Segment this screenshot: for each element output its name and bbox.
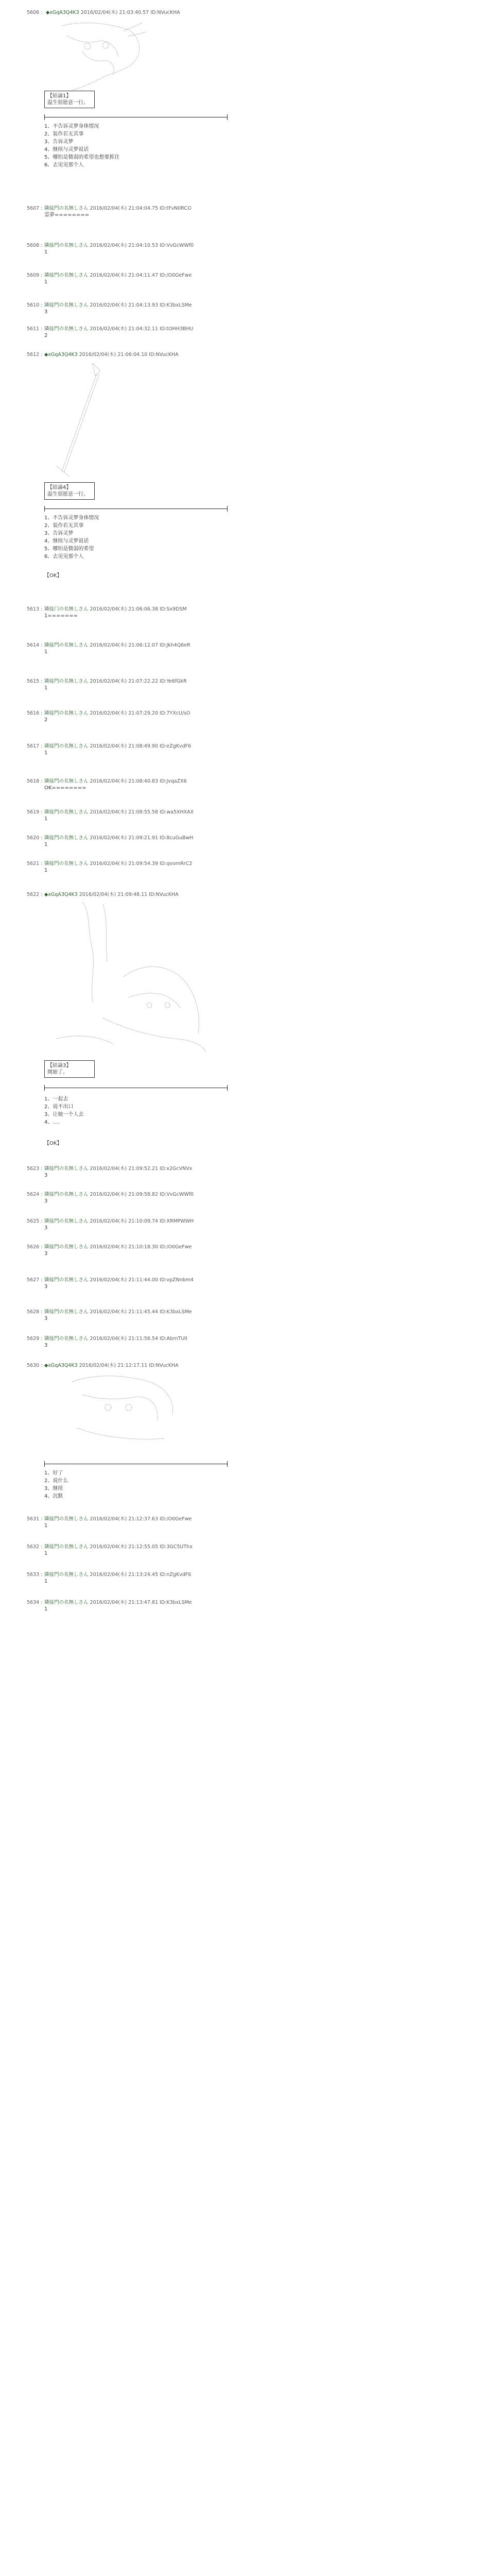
post-date: 2016/02/04(木) 21:06:06.38 ID:Sx9DSM	[90, 606, 187, 612]
selected-option: 【OK】	[44, 1141, 62, 1146]
post	[27, 9, 243, 16]
post-body: 1	[44, 649, 48, 655]
post-date: 2016/02/04(木) 21:08:49.90 ID:eZgKvdF6	[90, 743, 192, 749]
conclusion-box	[44, 1060, 95, 1078]
post-date: 2016/02/04(木) 21:09:21.91 ID:8cuGuBwH	[90, 835, 194, 841]
poster-name: 隣接門の名無しさん	[44, 1516, 89, 1522]
post-body: 3	[44, 1173, 48, 1178]
post-number[interactable]: 5616 :	[27, 710, 43, 716]
post-number[interactable]: 5630 :	[27, 1363, 43, 1368]
ascii-art-figure	[51, 21, 149, 93]
post	[27, 1544, 243, 1557]
post-number[interactable]: 5613 :	[27, 606, 43, 612]
conclusion-title: 【結論3】	[47, 1063, 72, 1069]
poster-name: 隣接門の名無しさん	[44, 1277, 89, 1283]
post-number[interactable]: 5627 :	[27, 1277, 43, 1283]
divider	[44, 114, 228, 121]
option-item: 3、让她一个人去	[44, 1112, 84, 1117]
option-item: 1、好了	[44, 1470, 63, 1476]
option-item: 2、说什么	[44, 1478, 68, 1484]
post-date: 2016/02/04(木) 21:11:44.00 ID:vpZNnbm4	[90, 1277, 194, 1283]
post-number[interactable]: 5609 :	[27, 273, 43, 278]
post	[27, 860, 243, 874]
post	[27, 743, 243, 757]
poster-name: 隣接門の名無しさん	[44, 679, 89, 684]
option-item: 2、说不出口	[44, 1104, 74, 1110]
post	[27, 302, 243, 316]
post-number[interactable]: 5617 :	[27, 743, 43, 749]
post-date: 2016/02/04(木) 21:09:58.82 ID:VvGcWWf0	[90, 1192, 194, 1197]
post	[27, 205, 243, 219]
poster-name: 隣接門の名無しさん	[44, 1244, 89, 1250]
option-item: 1、不告诉灵梦身体情况	[44, 124, 99, 129]
post	[27, 678, 243, 692]
poster-name: 隣接門の名無しさん	[44, 243, 89, 248]
post-number[interactable]: 5619 :	[27, 809, 43, 815]
post-date: 2016/02/04(木) 21:04:11.47 ID:/O0GeFwe	[90, 273, 192, 278]
post	[27, 1277, 243, 1291]
poster-name: 隣接門の名無しさん	[44, 743, 89, 749]
post-date: 2016/02/04(木) 21:08:40.83 ID:JvqaZX6	[90, 778, 187, 784]
post-date: 2016/02/04(木) 21:13:47.81 ID:K3bxLSMe	[90, 1600, 192, 1605]
poster-name: 隣接門の名無しさん	[44, 1192, 89, 1197]
post	[27, 1191, 243, 1205]
post-date: 2016/02/04(木) 21:12:17.11 ID:NVucKHA	[79, 1363, 179, 1368]
post-body: 2	[44, 717, 48, 723]
option-list	[44, 1095, 83, 1126]
post-number[interactable]: 5622 :	[27, 892, 43, 897]
option-item: 6、去见见那个人	[44, 554, 84, 560]
post-number[interactable]: 5607 :	[27, 206, 43, 211]
post-number[interactable]: 5612 :	[27, 352, 43, 358]
poster-name: 隣接門の名無しさん	[44, 1166, 89, 1172]
post-number[interactable]: 5626 :	[27, 1244, 43, 1250]
post-body: 1	[44, 868, 48, 873]
post-date: 2016/02/04(木) 21:04:32.11 ID:tOHH3BHU	[90, 326, 194, 332]
conclusion-line: 開始了。	[47, 1070, 68, 1075]
conclusion-title: 【結論1】	[47, 93, 72, 99]
poster-name: 隣接門の名無しさん	[44, 778, 89, 784]
post-body: 3	[44, 1198, 48, 1204]
post-body: 1	[44, 1551, 48, 1556]
post-body: 1	[44, 1579, 48, 1584]
post-date: 2016/02/04(木) 21:08:55.58 ID:wa5XHXAX	[90, 809, 194, 815]
option-item: 3、继续	[44, 1486, 63, 1492]
post-date: 2016/02/04(木) 21:07:29.20 ID:7YXcU/sO	[90, 710, 191, 716]
post	[27, 1516, 243, 1530]
post-body: OK========	[44, 785, 86, 791]
ascii-art-figure	[62, 1371, 185, 1449]
ascii-art-spear	[51, 361, 108, 479]
poster-name: 隣接門の名無しさん	[44, 1544, 89, 1550]
option-item: 4、....	[44, 1120, 60, 1125]
post	[27, 835, 243, 849]
post-number[interactable]: 5608 :	[27, 243, 43, 248]
conclusion-line: 温生很愿意一行。	[47, 492, 89, 497]
post	[27, 891, 243, 898]
post-number[interactable]: 5625 :	[27, 1218, 43, 1224]
post-date: 2016/02/04(木) 21:09:52.21 ID:x2GcVNVx	[90, 1166, 193, 1172]
option-item: 1、一起去	[44, 1096, 68, 1102]
poster-name: 隣接門の名無しさん	[44, 206, 89, 211]
option-item: 3、告诉灵梦	[44, 531, 74, 536]
post-body: 1	[44, 750, 48, 756]
post	[27, 642, 243, 656]
post-date: 2016/02/04(木) 21:13:24.45 ID:nZgKvdF6	[90, 1572, 192, 1578]
poster-name: ◆xGqA3Q4K3	[44, 352, 78, 358]
option-item: 3、告诉灵梦	[44, 139, 74, 145]
post-body: 3	[44, 1225, 48, 1231]
option-item: 4、沉默	[44, 1494, 63, 1499]
post-date: 2016/02/04(木) 21:03:40.57 ID:NVucKHA	[80, 10, 180, 15]
post-body: 霊夢========	[44, 212, 90, 218]
post-number[interactable]: 5620 :	[27, 835, 43, 841]
post-date: 2016/02/04(木) 21:11:56.54 ID:AbrnTUlI	[90, 1336, 187, 1342]
post	[27, 1335, 243, 1349]
post-date: 2016/02/04(木) 21:04:10.53 ID:VvGcWWf0	[90, 243, 194, 248]
conclusion-box	[44, 91, 95, 108]
post-date: 2016/02/04(木) 21:04:13.93 ID:K3bxLSMe	[90, 302, 192, 308]
divider	[44, 506, 228, 512]
post-body: 1	[44, 1606, 48, 1612]
post-number[interactable]: 5624 :	[27, 1192, 43, 1197]
post	[27, 1218, 243, 1232]
option-list	[44, 1469, 68, 1500]
poster-name: 隣接門の名無しさん	[44, 710, 89, 716]
poster-name: ◆xGqA3Q4K3	[44, 892, 78, 897]
poster-name: 隣接門の名無しさん	[44, 1218, 89, 1224]
post-number[interactable]: 5611 :	[27, 326, 43, 332]
poster-name: ◆xGqA3Q4K3	[44, 1363, 78, 1368]
post-body: 1	[44, 816, 48, 822]
post-header	[27, 9, 243, 16]
post	[27, 778, 243, 792]
post	[27, 1244, 243, 1258]
post-number[interactable]: 5629 :	[27, 1336, 43, 1342]
post-number[interactable]: 5631 :	[27, 1516, 43, 1522]
post	[27, 1362, 243, 1369]
poster-name: 隣接門の名無しさん	[44, 302, 89, 308]
option-item: 1、不告诉灵梦身体情况	[44, 515, 99, 521]
post-number[interactable]: 5621 :	[27, 861, 43, 867]
post-number[interactable]: 5614 :	[27, 642, 43, 648]
post-date: 2016/02/04(木) 21:09:48.11 ID:NVucKHA	[79, 892, 179, 897]
post-number[interactable]: 5618 :	[27, 778, 43, 784]
post	[27, 1599, 243, 1613]
post-date: 2016/02/04(木) 21:12:37.63 ID:/O0GeFwe	[90, 1516, 192, 1522]
post	[27, 809, 243, 823]
post-date: 2016/02/04(木) 21:10:09.74 ID:XRMPWWH	[90, 1218, 194, 1224]
post-number[interactable]: 5632 :	[27, 1544, 43, 1550]
post-date: 2016/02/04(木) 21:06:12.07 ID:Jkh4Q6eR	[90, 642, 191, 648]
post-date: 2016/02/04(木) 21:04:04.75 ID:tFvN0RCO	[90, 206, 192, 211]
post	[27, 1571, 243, 1585]
option-list	[44, 514, 99, 561]
post-number[interactable]: 5606 :	[27, 10, 43, 15]
post-date: 2016/02/04(木) 21:06:04.10 ID:NVucKHA	[79, 352, 179, 358]
option-item: 2、装作若无其事	[44, 131, 84, 137]
post-body: 1	[44, 685, 48, 691]
post	[27, 606, 243, 620]
post-date: 2016/02/04(木) 21:11:45.44 ID:K3bxLSMe	[90, 1309, 192, 1315]
post	[27, 1165, 243, 1179]
divider	[44, 1085, 228, 1091]
post-body: 3	[44, 309, 48, 315]
post-body: 1	[44, 279, 48, 285]
conclusion-line: 温生很愿意一行。	[47, 100, 89, 106]
poster-name: 隣接門の名無しさん	[44, 1572, 89, 1578]
conclusion-title: 【結論4】	[47, 485, 72, 490]
ascii-art-figure	[46, 900, 216, 1054]
poster-name: 隣接門の名無しさん	[44, 861, 89, 867]
post	[27, 710, 243, 724]
selected-option: 【OK】	[44, 573, 62, 579]
post-number[interactable]: 5610 :	[27, 302, 43, 308]
post-date: 2016/02/04(木) 21:09:54.39 ID:qvomRrC2	[90, 861, 193, 867]
post	[27, 1309, 243, 1323]
poster-name: 隣接門の名無しさん	[44, 326, 89, 332]
post-body: 3	[44, 1251, 48, 1257]
post	[27, 326, 243, 340]
post-body: 3	[44, 1343, 48, 1348]
option-item: 2、装作若无其事	[44, 523, 84, 529]
poster-name: 隣接門の名無しさん	[44, 1600, 89, 1605]
post-body: 1=======	[44, 613, 78, 619]
poster-name: 隣接門の名無しさん	[44, 809, 89, 815]
post-date: 2016/02/04(木) 21:07:22.22 ID:Ye6fGkR	[90, 679, 187, 684]
post-date: 2016/02/04(木) 21:10:18.30 ID:/O0GeFwe	[90, 1244, 192, 1250]
poster-name: 隣接門の名無しさん	[44, 1309, 89, 1315]
option-item: 5、哪怕是微弱的希望也想要抓住	[44, 155, 120, 160]
option-item: 6、去见见那个人	[44, 162, 84, 168]
post-body: 3	[44, 1316, 48, 1321]
post-number[interactable]: 5633 :	[27, 1572, 43, 1578]
post-number[interactable]: 5634 :	[27, 1600, 43, 1605]
post-body: 1	[44, 249, 48, 255]
poster-name: 隣接门の名無しさん	[44, 606, 89, 612]
post-body: 2	[44, 333, 48, 338]
conclusion-box	[44, 482, 95, 500]
poster-name: 隣接門の名無しさん	[44, 273, 89, 278]
option-list	[44, 123, 119, 169]
post-number[interactable]: 5623 :	[27, 1166, 43, 1172]
poster-name: 隣接門の名無しさん	[44, 1336, 89, 1342]
divider	[44, 1461, 228, 1467]
poster-name: 隣接門の名無しさん	[44, 835, 89, 841]
poster-name: 隣接門の名無しさん	[44, 642, 89, 648]
option-item: 4、继续与灵梦说话	[44, 538, 89, 544]
poster-name: ◆xGqA3Q4K3	[46, 10, 79, 15]
post	[27, 351, 243, 358]
post	[27, 242, 243, 256]
post-number[interactable]: 5628 :	[27, 1309, 43, 1315]
option-item: 5、哪怕是微弱的希望	[44, 546, 94, 552]
post-body: 1	[44, 1523, 48, 1529]
post-date: 2016/02/04(木) 21:12:55.05 ID:3GC5UThx	[90, 1544, 193, 1550]
post	[27, 272, 243, 286]
post-body: 1	[44, 842, 48, 848]
option-item: 4、继续与灵梦说话	[44, 147, 89, 152]
post-number[interactable]: 5615 :	[27, 679, 43, 684]
post-body: 3	[44, 1284, 48, 1290]
